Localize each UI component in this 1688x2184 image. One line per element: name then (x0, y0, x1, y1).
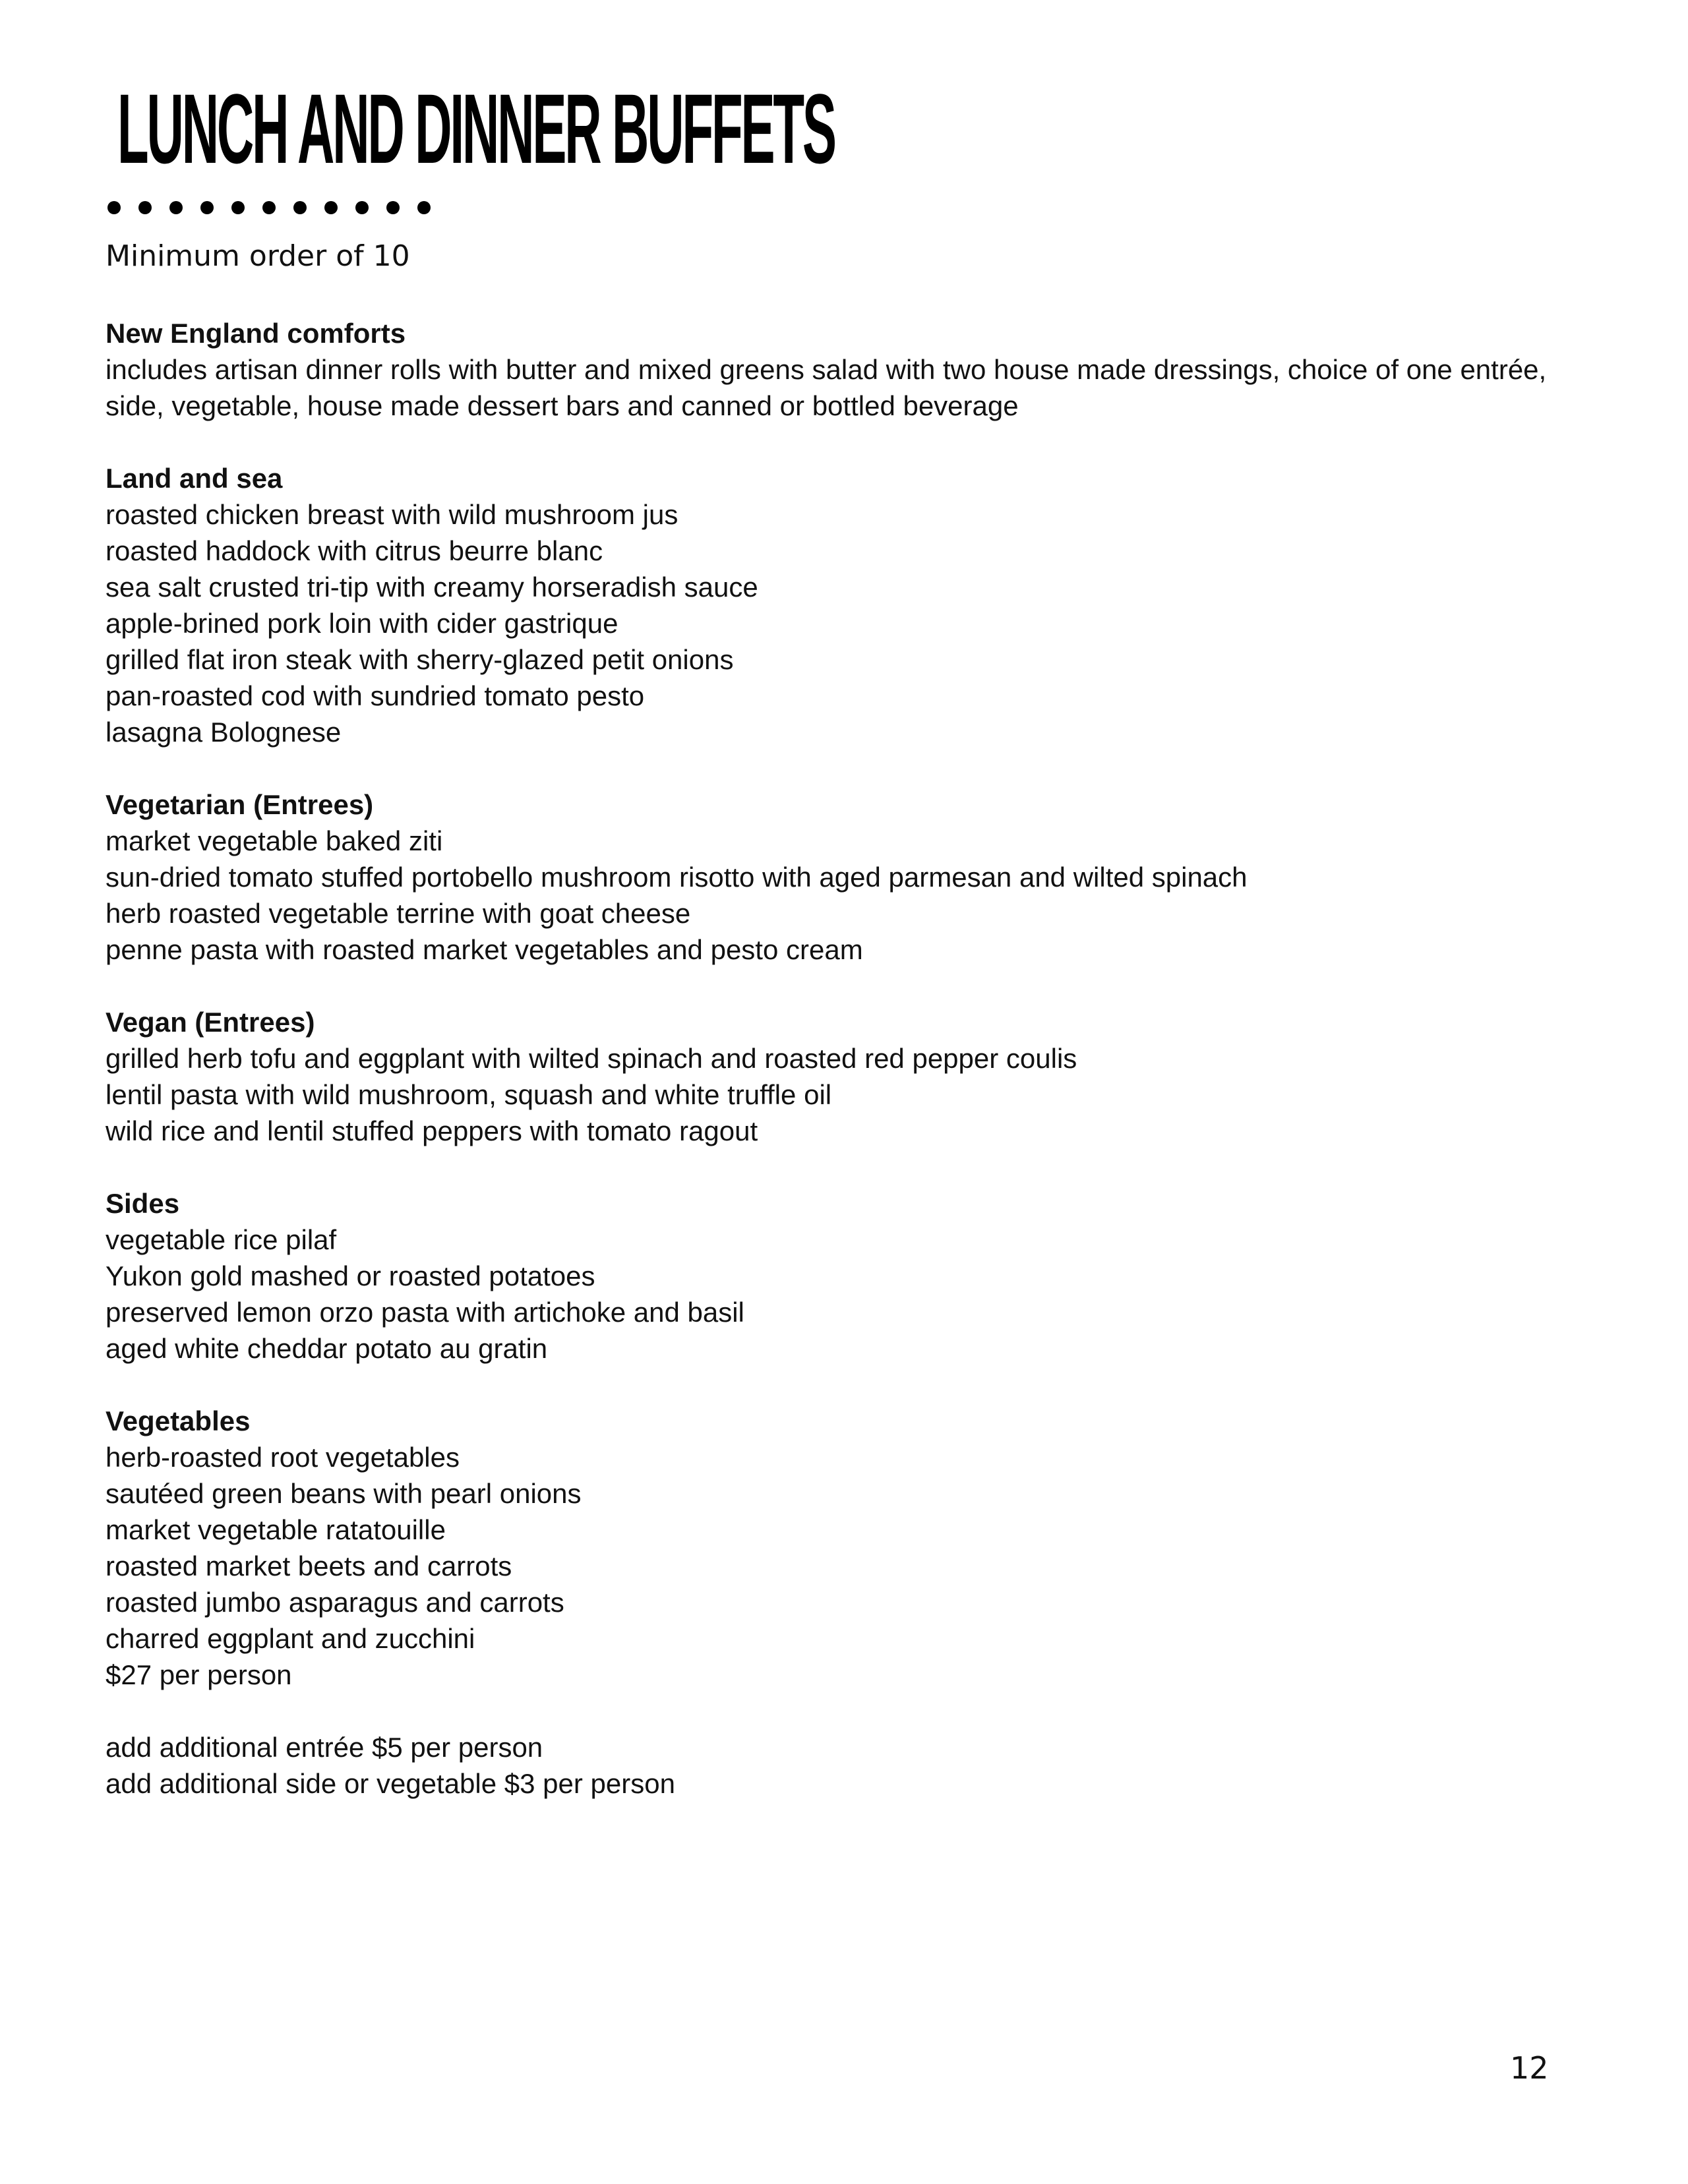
menu-item: wild rice and lentil stuffed peppers with tomato ragout (106, 1115, 758, 1146)
menu-item: sautéed green beans with pearl onions (106, 1478, 582, 1509)
divider-dot (293, 201, 307, 214)
menu-item: sun-dried tomato stuffed portobello mushroom risotto with aged parmesan and wilted spinach (106, 862, 1248, 893)
menu-item: penne pasta with roasted market vegetables and pesto cream (106, 934, 863, 965)
menu-item: grilled herb tofu and eggplant with wilted spinach and roasted red pepper coulis (106, 1043, 1077, 1074)
section-description: includes artisan dinner rolls with butter and mixed greens salad with two house made dressings, choice of one entrée, side, vegetable, house made dessert bars and canned or bottled beverage (106, 354, 1547, 421)
minimum-order-note: Minimum order of 10 (106, 239, 410, 273)
divider-dot (417, 201, 431, 214)
menu-item: Yukon gold mashed or roasted potatoes (106, 1260, 595, 1291)
divider-dot (107, 201, 121, 214)
menu-item: market vegetable baked ziti (106, 825, 443, 856)
divider-dot (200, 201, 214, 214)
menu-item: market vegetable ratatouille (106, 1514, 446, 1545)
page-title: LUNCH AND DINNER BUFFETS (117, 73, 835, 184)
divider-dot (324, 201, 338, 214)
menu-item: pan-roasted cod with sundried tomato pesto (106, 680, 645, 711)
menu-item: roasted jumbo asparagus and carrots (106, 1587, 564, 1618)
menu-item: roasted chicken breast with wild mushroom jus (106, 499, 678, 530)
menu-item: roasted market beets and carrots (106, 1550, 512, 1581)
divider-dot (231, 201, 245, 214)
dotted-divider (107, 198, 448, 218)
menu-content (106, 315, 1589, 1838)
menu-item: apple-brined pork loin with cider gastrique (106, 608, 618, 639)
menu-item: herb roasted vegetable terrine with goat cheese (106, 898, 691, 929)
menu-item: vegetable rice pilaf (106, 1224, 337, 1255)
divider-dot (169, 201, 183, 214)
section-heading: Sides (106, 1188, 180, 1219)
menu-item: lasagna Bolognese (106, 717, 342, 748)
menu-item: herb-roasted root vegetables (106, 1442, 460, 1473)
section-sides (106, 1185, 1589, 1367)
section-new-england-comforts (106, 315, 1589, 424)
price-per-person: $27 per person (106, 1659, 292, 1690)
section-heading: Vegetarian (Entrees) (106, 789, 374, 820)
menu-item: grilled flat iron steak with sherry-glazed petit onions (106, 644, 734, 675)
menu-item: lentil pasta with wild mushroom, squash and white truffle oil (106, 1079, 832, 1110)
section-vegan-entrees (106, 1004, 1589, 1149)
divider-dot (355, 201, 369, 214)
menu-item: charred eggplant and zucchini (106, 1623, 475, 1654)
divider-dot (386, 201, 400, 214)
addon-price: add additional side or vegetable $3 per person (106, 1768, 675, 1799)
section-vegetarian-entrees (106, 786, 1589, 968)
page-number: 12 (1510, 2050, 1549, 2086)
menu-item: sea salt crusted tri-tip with creamy horseradish sauce (106, 572, 758, 603)
section-heading: Land and sea (106, 463, 283, 494)
divider-dot (262, 201, 276, 214)
menu-item: preserved lemon orzo pasta with artichoke and basil (106, 1297, 744, 1328)
section-heading: Vegetables (106, 1405, 251, 1436)
section-vegetables (106, 1403, 1589, 1693)
menu-item: aged white cheddar potato au gratin (106, 1333, 548, 1364)
menu-item: roasted haddock with citrus beurre blanc (106, 535, 603, 566)
section-heading: New England comforts (106, 318, 406, 349)
section-heading: Vegan (Entrees) (106, 1007, 315, 1038)
section-addons (106, 1729, 1589, 1802)
divider-dot (138, 201, 152, 214)
section-land-and-sea (106, 460, 1589, 750)
addon-price: add additional entrée $5 per person (106, 1732, 543, 1763)
